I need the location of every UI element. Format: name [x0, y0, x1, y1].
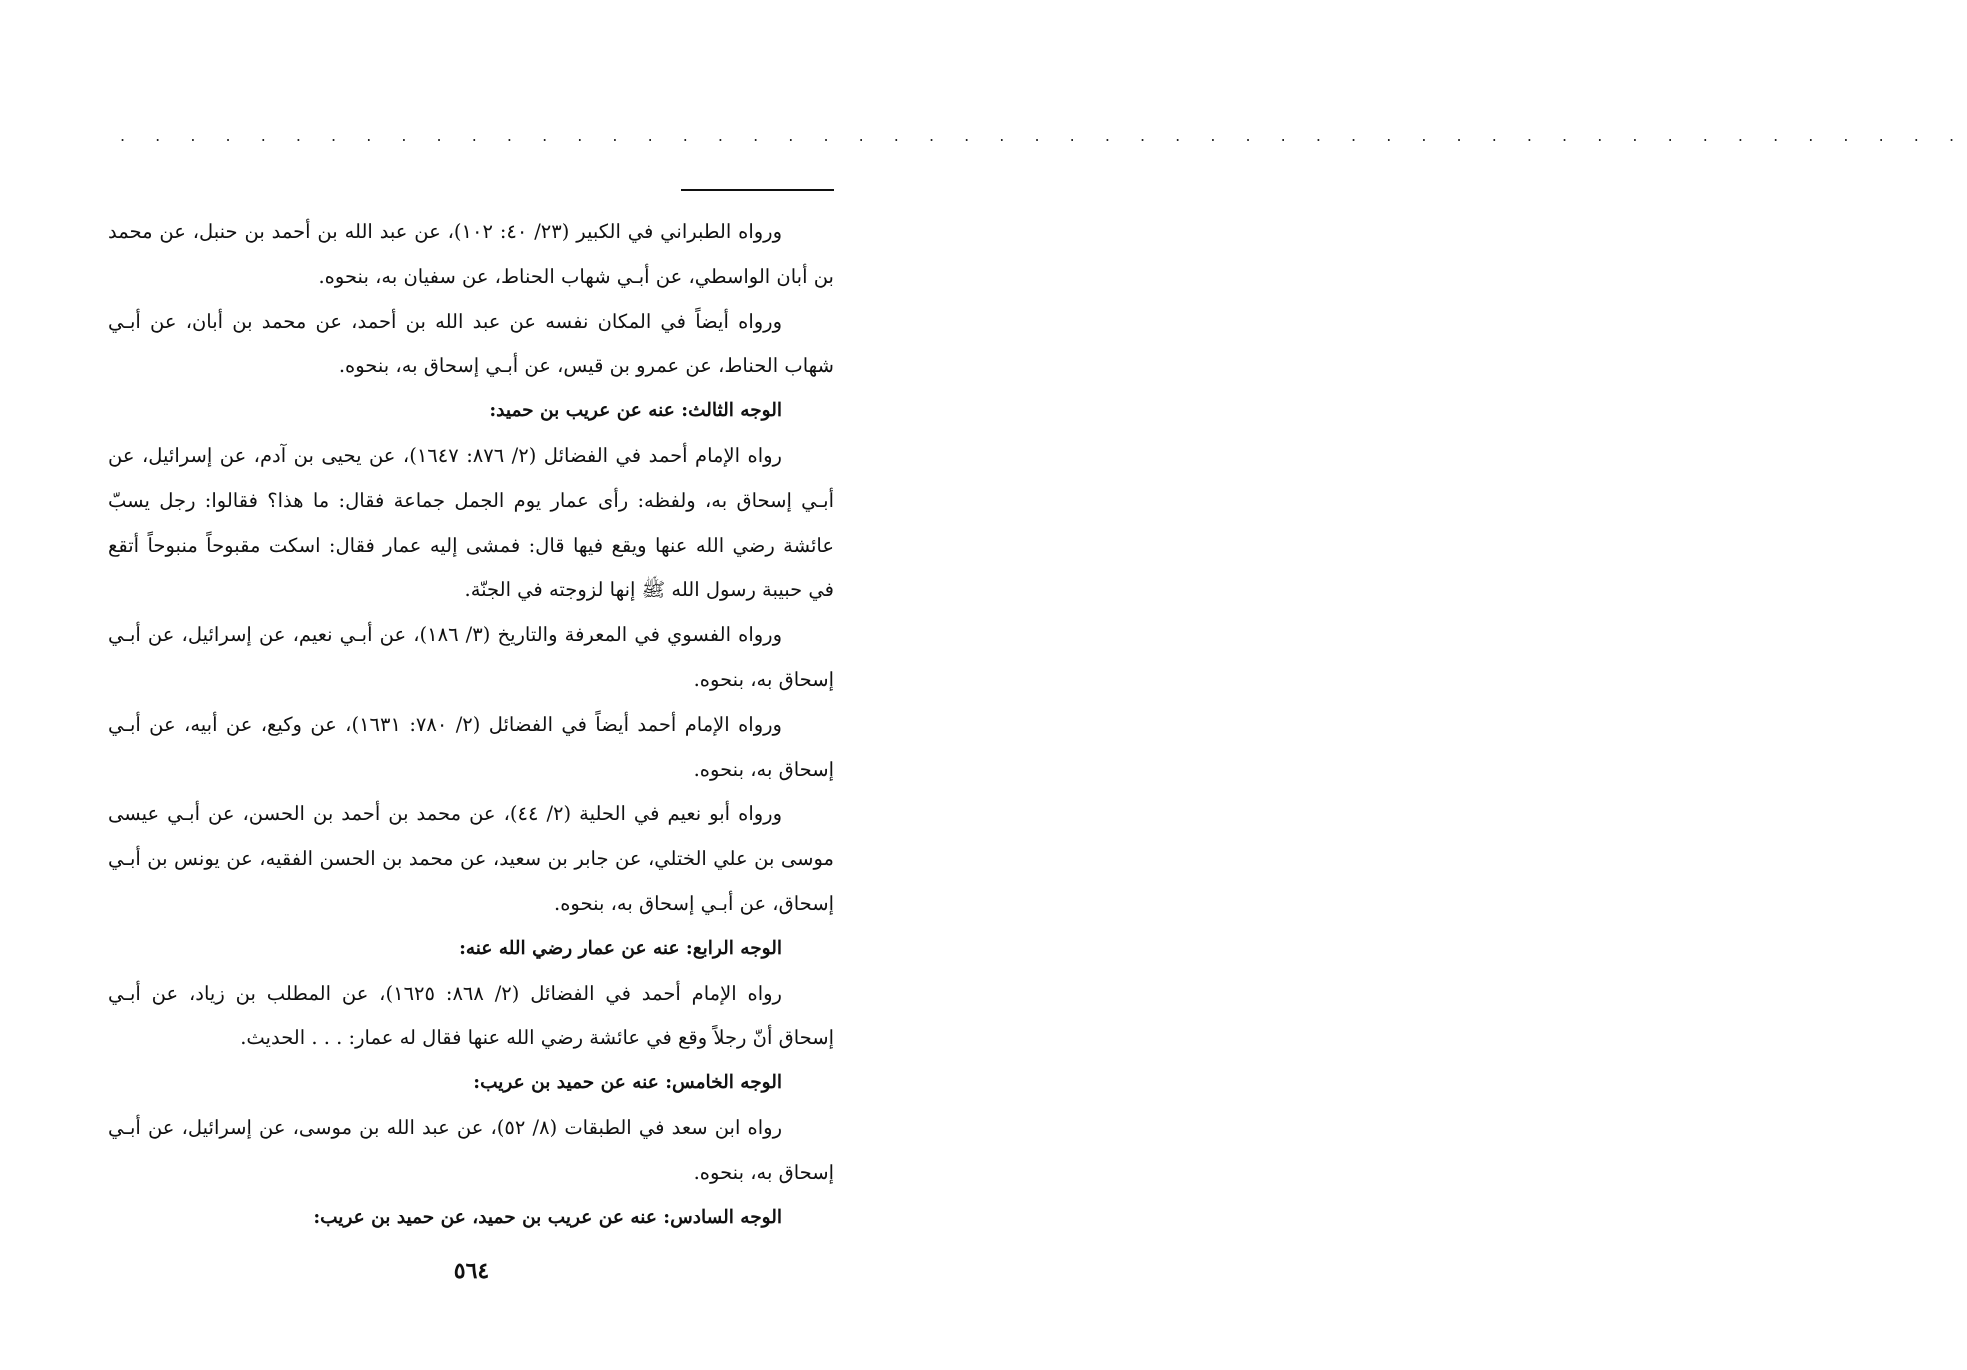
footnote-rule: [681, 189, 834, 191]
main-text: [108, 210, 834, 1240]
paragraph-7: رواه الإمام أحمد في الفضائل (٢/ ٨٦٨: ١٦٢٥)، عن المطلب بن زياد، عن أبـي إسحاق أنّ رجلاً وقع في عائشة رضي الله عنها فقال له عمار: . . . الحديث.: [108, 981, 834, 1050]
paragraph-5: ورواه الإمام أحمد أيضاً في الفضائل (٢/ ٧٨٠: ١٦٣١)، عن وكيع، عن أبيه، عن أبـي إسحاق به، بنحوه.: [108, 712, 834, 781]
paragraph-4: ورواه الفسوي في المعرفة والتاريخ (٣/ ١٨٦)، عن أبـي نعيم، عن إسرائيل، عن أبـي إسحاق به، بنحوه.: [108, 623, 834, 691]
paragraph-3: رواه الإمام أحمد في الفضائل (٢/ ٨٧٦: ١٦٤٧)، عن يحيى بن آدم، عن إسرائيل، عن أبـي إسحاق به، ولفظه: رأى عمار يوم الجمل جماعة فقال: ما هذا؟ فقالوا: رجل يسبّ عائشة رضي الله عنها ويقع فيها قال: فمشى إليه عمار فقال: اسكت مقبوحاً منبوحاً أتقع في حبيبة رسول الله ﷺ إنها لزوجته في الجنّة.: [108, 443, 834, 602]
heading-sixth-way: الوجه السادس: عنه عن عريب بن حميد، عن حميد بن عريب:: [313, 1206, 782, 1228]
heading-third-way: الوجه الثالث: عنه عن عريب بن حميد:: [489, 400, 782, 422]
separator-dots: . . . . . . . . . . . . . . . . . . . . . . . . . . . . . . . . . . . . . . . . . . . . . . . . . . . . .: [120, 126, 1967, 145]
paragraph-6: ورواه أبو نعيم في الحلية (٢/ ٤٤)، عن محمد بن أحمد بن الحسن، عن أبـي عيسى موسى بن علي الختلي، عن جابر بن سعيد، عن محمد بن الحسن الفقيه، عن يونس بن أبـي إسحاق، عن أبـي إسحاق به، بنحوه.: [108, 802, 834, 915]
paragraph-2: ورواه أيضاً في المكان نفسه عن عبد الله بن أحمد، عن محمد بن أبان، عن أبـي شهاب الحناط، عن عمرو بن قيس، عن أبـي إسحاق به، بنحوه.: [108, 309, 834, 378]
heading-fourth-way: الوجه الرابع: عنه عن عمار رضي الله عنه:: [459, 937, 782, 959]
page-number: ٥٦٤: [453, 1258, 490, 1284]
heading-fifth-way: الوجه الخامس: عنه عن حميد بن عريب:: [473, 1072, 782, 1094]
paragraph-8: رواه ابن سعد في الطبقات (٨/ ٥٢)، عن عبد الله بن موسى، عن إسرائيل، عن أبـي إسحاق به، بنحوه.: [108, 1115, 834, 1184]
paragraph-1: ورواه الطبراني في الكبير (٢٣/ ٤٠: ١٠٢)، عن عبد الله بن أحمد بن حنبل، عن محمد بن أبان الواسطي، عن أبـي شهاب الحناط، عن سفيان به، بنحوه.: [108, 220, 834, 288]
